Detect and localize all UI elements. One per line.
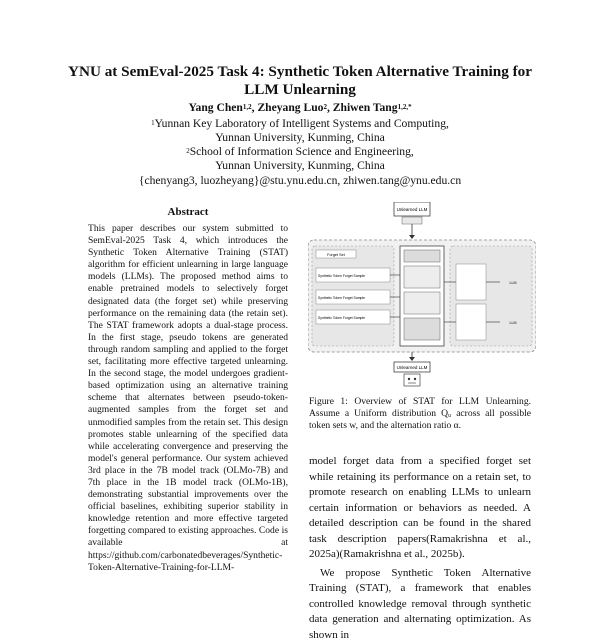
right-label: LLM: [510, 321, 517, 325]
robot-eye-icon: [408, 378, 410, 380]
top-arrow-head: [409, 235, 415, 239]
left-row-label: Synthetic Token Forget Sample: [318, 274, 365, 278]
affiliation-2-line1: $^2$School of Information Science and Engineering,: [60, 145, 540, 159]
top-box-label: Unlearned LLM: [397, 207, 428, 212]
author-name: Zheyang Luo: [257, 101, 323, 114]
bottom-arrow-head: [409, 357, 415, 361]
left-row-label: Synthetic Token Forget Sample: [318, 296, 365, 300]
author-name: Yang Chen: [188, 101, 242, 114]
right-label: LLM: [510, 281, 517, 285]
figure-1-diagram: [308, 202, 536, 390]
author-affil-sup: 1,2: [243, 103, 252, 111]
stack-block: [404, 250, 440, 262]
figure-caption: Figure 1: Overview of STAT for LLM Unlearning. Assume a Uniform distribution Qᵤ across all possible token sets w, and the alternation ratio α.: [309, 396, 531, 433]
stack-block: [404, 266, 440, 288]
affil-sup: 2: [186, 147, 190, 155]
author-affil-sup: 1,2,*: [398, 103, 412, 111]
robot-icon: [404, 374, 420, 386]
left-panel-label: Forget Set: [327, 253, 346, 257]
author-affil-sup: 2: [323, 103, 327, 111]
author-list: Yang Chen$^{1,2}$, Zheyang Luo$^2$, Zhiwen Tang$^{1,2,*}$: [60, 101, 540, 115]
abstract-text: This paper describes our system submitted to SemEval-2025 Task 4, which introduces the Synthetic Token Alternative Training (STAT) algorithm for efficient unlearning in large language models (LLMs). The proposed method aims to enable pretrained models to selectively forget designated data (the forget set) while preserving performance on the remaining data (the retain set). The STAT framework adopts a dual-stage process. In the first stage, pseudo tokens are generated through random sampling and applied to the forget set, facilitating more effective targeted unlearning. In the second stage, the model undergoes gradient-based optimization using an alternative training scheme that alternates between pseudo-token-augmented samples from the forget set and unmodified samples from the retain set. This design promotes stable unlearning of the specified data while accelerating convergence and preserving the model's general performance. Our system achieved 3rd place in the 7B model track (OLMo-7B) and 7th place in the 1B model track (OLMo-1B), demonstrating substantial improvements over the official baselines, exhibiting superior stability in knowledge retention and more effective targeted forgetting compared to existing approaches. Code is available at https://github.com/carbonatedbeverages/Synthetic-Token-Alternative-Training-for-LLM-: [88, 223, 288, 574]
body-text-right-column: [309, 454, 531, 643]
body-paragraph: We propose Synthetic Token Alternative Training (STAT), a framework that enables controlled knowledge removal through synthetic data generation and alternating optimization. As shown in: [309, 566, 531, 643]
stack-block: [404, 292, 440, 314]
affiliation-1-line1: $^1$Yunnan Key Laboratory of Intelligent Systems and Computing,: [60, 117, 540, 131]
robot-eye-icon: [414, 378, 416, 380]
author-name: Zhiwen Tang: [333, 101, 398, 114]
right-block: [456, 304, 486, 340]
right-block: [456, 264, 486, 300]
top-model-icon: [402, 217, 422, 224]
author-emails: {chenyang3, luozheyang}@stu.ynu.edu.cn, zhiwen.tang@ynu.edu.cn: [60, 174, 540, 188]
left-row-label: Synthetic Token Forget Sample: [318, 316, 365, 320]
abstract-heading: Abstract: [88, 206, 288, 218]
bottom-box-label: Unlearned LLM: [397, 365, 428, 370]
affiliation-2-line2: Yunnan University, Kunming, China: [60, 159, 540, 173]
stack-block: [404, 318, 440, 340]
affil-sup: 1: [151, 119, 155, 127]
body-paragraph: model forget data from a specified forget set while retaining its performance on a retain set, to promote research on enabling LLMs to unlearn certain information or behaviors as needed. A detailed description can be found in the shared task description papers(Ramakrishna et al., 2025a)(Ramakrishna et al., 2025b).: [309, 454, 531, 563]
paper-title: YNU at SemEval-2025 Task 4: Synthetic Token Alternative Training for LLM Unlearning: [60, 63, 540, 99]
affiliation-1-line2: Yunnan University, Kunming, China: [60, 131, 540, 145]
